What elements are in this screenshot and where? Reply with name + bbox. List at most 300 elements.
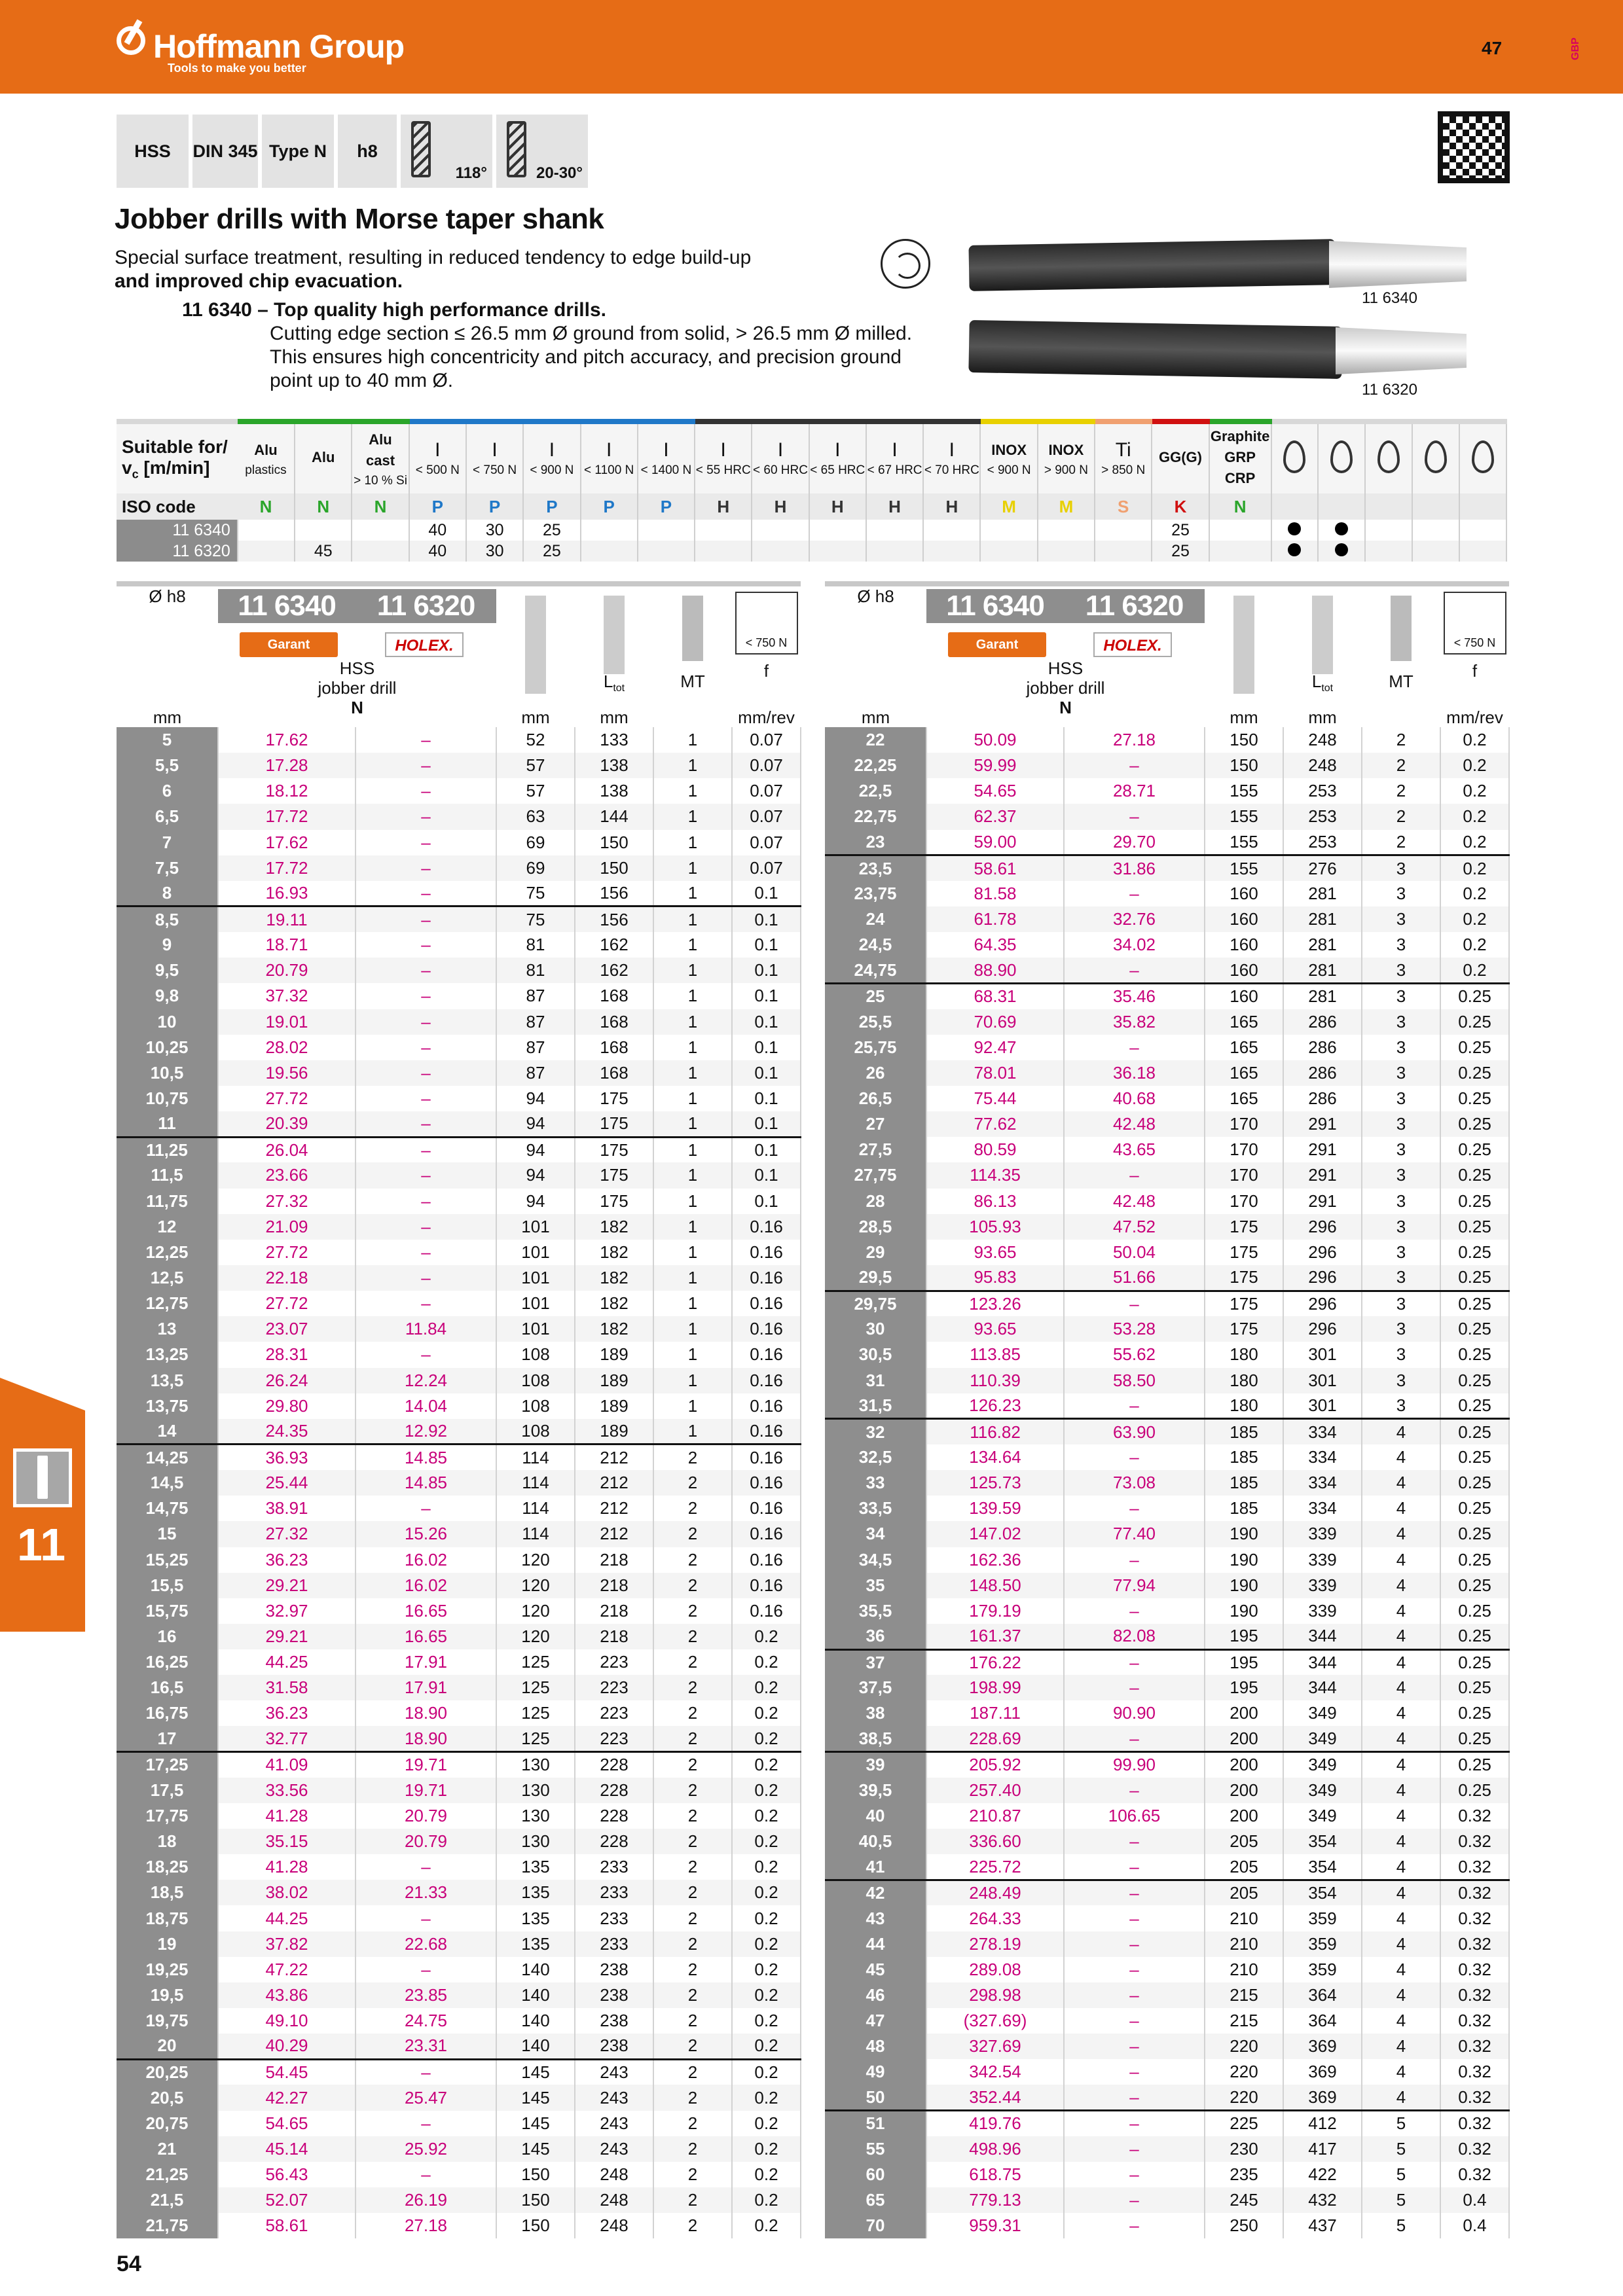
table-row[interactable] — [117, 2111, 801, 2136]
table-row[interactable] — [825, 932, 1509, 958]
price-11-6340[interactable]: 41.28 — [218, 1854, 356, 1880]
price-11-6320[interactable]: – — [1064, 2111, 1205, 2136]
price-11-6320[interactable]: – — [1064, 1393, 1205, 1419]
table-row[interactable] — [825, 1496, 1509, 1521]
price-11-6320[interactable]: 27.18 — [356, 2213, 496, 2238]
table-row[interactable] — [825, 727, 1509, 753]
table-row[interactable] — [825, 906, 1509, 932]
table-row[interactable] — [117, 1521, 801, 1547]
table-row[interactable] — [117, 1368, 801, 1393]
table-row[interactable] — [117, 2136, 801, 2162]
price-11-6340[interactable]: 93.65 — [926, 1316, 1064, 1342]
table-row[interactable] — [825, 1035, 1509, 1060]
table-row[interactable] — [117, 1752, 801, 1778]
table-row[interactable] — [117, 1265, 801, 1291]
price-11-6320[interactable]: 16.02 — [356, 1573, 496, 1598]
table-row[interactable] — [825, 2136, 1509, 2162]
table-row[interactable] — [117, 1905, 801, 1931]
price-11-6340[interactable]: 126.23 — [926, 1393, 1064, 1419]
price-11-6320[interactable]: 16.02 — [356, 1547, 496, 1573]
table-row[interactable] — [117, 1060, 801, 1086]
price-11-6320[interactable]: – — [1064, 753, 1205, 778]
price-11-6320[interactable]: – — [356, 778, 496, 804]
price-11-6320[interactable]: 16.65 — [356, 1624, 496, 1649]
article-11-6320[interactable]: 11 6320 — [356, 589, 496, 623]
price-11-6340[interactable]: 20.39 — [218, 1111, 356, 1137]
price-11-6340[interactable]: 77.62 — [926, 1111, 1064, 1137]
price-11-6320[interactable]: 51.66 — [1064, 1265, 1205, 1291]
table-row[interactable] — [825, 1444, 1509, 1470]
price-11-6320[interactable]: – — [356, 727, 496, 753]
table-row[interactable] — [825, 881, 1509, 906]
price-11-6340[interactable]: 179.19 — [926, 1598, 1064, 1624]
price-11-6320[interactable]: 99.90 — [1064, 1752, 1205, 1778]
price-11-6320[interactable]: – — [356, 1111, 496, 1137]
table-row[interactable] — [825, 1957, 1509, 1982]
price-11-6340[interactable]: 298.98 — [926, 1982, 1064, 2008]
price-11-6320[interactable]: 12.24 — [356, 1368, 496, 1393]
price-11-6320[interactable]: – — [356, 881, 496, 906]
article-11-6340[interactable]: 11 6340 — [926, 589, 1064, 623]
price-11-6340[interactable]: 187.11 — [926, 1700, 1064, 1726]
table-row[interactable] — [117, 983, 801, 1009]
price-11-6340[interactable]: 44.25 — [218, 1649, 356, 1675]
price-11-6340[interactable]: 27.72 — [218, 1086, 356, 1111]
price-11-6340[interactable]: 38.91 — [218, 1496, 356, 1521]
table-row[interactable] — [825, 1086, 1509, 1111]
price-11-6320[interactable]: – — [356, 958, 496, 983]
price-11-6340[interactable]: 959.31 — [926, 2213, 1064, 2238]
table-row[interactable] — [117, 2059, 801, 2085]
table-row[interactable] — [117, 2162, 801, 2187]
price-11-6340[interactable]: 161.37 — [926, 1624, 1064, 1649]
price-11-6340[interactable]: 62.37 — [926, 804, 1064, 829]
price-11-6340[interactable]: 32.77 — [218, 1726, 356, 1751]
price-11-6340[interactable]: 18.12 — [218, 778, 356, 804]
table-row[interactable] — [117, 1547, 801, 1573]
table-row[interactable] — [825, 1265, 1509, 1291]
table-row[interactable] — [825, 1726, 1509, 1751]
table-row[interactable] — [825, 1521, 1509, 1547]
price-11-6320[interactable]: – — [356, 983, 496, 1009]
price-11-6340[interactable]: 29.21 — [218, 1573, 356, 1598]
price-11-6340[interactable]: 498.96 — [926, 2136, 1064, 2162]
table-row[interactable] — [825, 1905, 1509, 1931]
price-11-6340[interactable]: 27.72 — [218, 1240, 356, 1265]
price-11-6320[interactable]: – — [356, 1035, 496, 1060]
table-row[interactable] — [117, 1291, 801, 1316]
price-11-6340[interactable]: 16.93 — [218, 881, 356, 906]
price-11-6320[interactable]: 43.65 — [1064, 1137, 1205, 1162]
price-11-6320[interactable]: 50.04 — [1064, 1240, 1205, 1265]
table-row[interactable] — [825, 2059, 1509, 2085]
price-11-6340[interactable]: 289.08 — [926, 1957, 1064, 1982]
table-row[interactable] — [117, 2187, 801, 2213]
price-11-6320[interactable]: – — [1064, 2136, 1205, 2162]
price-11-6320[interactable]: – — [356, 1957, 496, 1982]
price-11-6340[interactable]: 27.32 — [218, 1521, 356, 1547]
article-11-6320[interactable]: 11 6320 — [1064, 589, 1205, 623]
table-row[interactable] — [825, 1982, 1509, 2008]
table-row[interactable] — [825, 1393, 1509, 1419]
table-row[interactable] — [117, 1957, 801, 1982]
price-11-6340[interactable]: 44.25 — [218, 1905, 356, 1931]
price-11-6320[interactable]: – — [356, 1496, 496, 1521]
table-row[interactable] — [825, 1214, 1509, 1240]
table-row[interactable] — [117, 1035, 801, 1060]
price-11-6320[interactable]: – — [1064, 2085, 1205, 2110]
price-11-6340[interactable]: 28.02 — [218, 1035, 356, 1060]
price-11-6320[interactable]: 55.62 — [1064, 1342, 1205, 1367]
price-11-6340[interactable]: 33.56 — [218, 1778, 356, 1803]
table-row[interactable] — [117, 1137, 801, 1162]
price-11-6340[interactable]: 37.32 — [218, 983, 356, 1009]
price-11-6340[interactable]: 36.23 — [218, 1700, 356, 1726]
price-11-6320[interactable]: 35.82 — [1064, 1009, 1205, 1035]
table-row[interactable] — [825, 855, 1509, 881]
table-row[interactable] — [825, 1111, 1509, 1137]
price-11-6320[interactable]: – — [1064, 1035, 1205, 1060]
table-row[interactable] — [825, 804, 1509, 829]
price-11-6320[interactable]: 20.79 — [356, 1829, 496, 1854]
table-row[interactable] — [825, 2213, 1509, 2238]
price-11-6320[interactable]: – — [1064, 1931, 1205, 1957]
price-11-6320[interactable]: – — [356, 1162, 496, 1188]
price-11-6340[interactable]: 26.04 — [218, 1137, 356, 1162]
price-11-6320[interactable]: – — [1064, 1829, 1205, 1854]
table-row[interactable] — [117, 1496, 801, 1521]
price-11-6320[interactable]: 58.50 — [1064, 1368, 1205, 1393]
price-11-6340[interactable]: 779.13 — [926, 2187, 1064, 2213]
price-11-6340[interactable]: 95.83 — [926, 1265, 1064, 1291]
price-11-6340[interactable]: 27.32 — [218, 1189, 356, 1214]
price-11-6320[interactable]: – — [1064, 1598, 1205, 1624]
price-11-6320[interactable]: 73.08 — [1064, 1470, 1205, 1496]
price-11-6320[interactable]: – — [1064, 1880, 1205, 1905]
price-11-6340[interactable]: 50.09 — [926, 727, 1064, 753]
price-11-6320[interactable]: 32.76 — [1064, 906, 1205, 932]
price-11-6320[interactable]: 18.90 — [356, 1700, 496, 1726]
price-11-6320[interactable]: – — [356, 2059, 496, 2085]
price-11-6340[interactable]: 20.79 — [218, 958, 356, 983]
price-11-6340[interactable]: 336.60 — [926, 1829, 1064, 1854]
price-11-6340[interactable]: 210.87 — [926, 1803, 1064, 1829]
price-11-6320[interactable]: – — [356, 1137, 496, 1162]
price-11-6340[interactable]: 327.69 — [926, 2034, 1064, 2059]
table-row[interactable] — [117, 1598, 801, 1624]
price-11-6320[interactable]: 26.19 — [356, 2187, 496, 2213]
price-11-6320[interactable]: 14.04 — [356, 1393, 496, 1419]
price-11-6340[interactable]: 19.11 — [218, 906, 356, 932]
table-row[interactable] — [117, 1726, 801, 1751]
price-11-6320[interactable]: 77.40 — [1064, 1521, 1205, 1547]
price-11-6320[interactable]: – — [1064, 1854, 1205, 1880]
price-11-6320[interactable]: 19.71 — [356, 1752, 496, 1778]
price-11-6340[interactable]: 205.92 — [926, 1752, 1064, 1778]
table-row[interactable] — [117, 1624, 801, 1649]
table-row[interactable] — [117, 1316, 801, 1342]
price-11-6340[interactable]: 58.61 — [218, 2213, 356, 2238]
table-row[interactable] — [117, 2085, 801, 2110]
price-11-6340[interactable]: 37.82 — [218, 1931, 356, 1957]
table-row[interactable] — [117, 2213, 801, 2238]
price-11-6320[interactable]: – — [1064, 2162, 1205, 2187]
price-11-6320[interactable]: – — [356, 1342, 496, 1367]
table-row[interactable] — [825, 1419, 1509, 1444]
price-11-6340[interactable]: 41.09 — [218, 1752, 356, 1778]
price-11-6340[interactable]: 36.93 — [218, 1444, 356, 1470]
price-11-6340[interactable]: 92.47 — [926, 1035, 1064, 1060]
price-11-6340[interactable]: 23.66 — [218, 1162, 356, 1188]
table-row[interactable] — [825, 1829, 1509, 1854]
price-11-6320[interactable]: 53.28 — [1064, 1316, 1205, 1342]
table-row[interactable] — [117, 932, 801, 958]
table-row[interactable] — [117, 1829, 801, 1854]
price-11-6320[interactable]: 14.85 — [356, 1444, 496, 1470]
price-11-6320[interactable]: 12.92 — [356, 1419, 496, 1444]
table-row[interactable] — [825, 1137, 1509, 1162]
price-11-6320[interactable]: 42.48 — [1064, 1189, 1205, 1214]
price-11-6320[interactable]: – — [356, 1291, 496, 1316]
table-row[interactable] — [825, 1598, 1509, 1624]
price-11-6320[interactable]: 21.33 — [356, 1880, 496, 1905]
price-11-6320[interactable]: – — [356, 1240, 496, 1265]
price-11-6340[interactable]: 52.07 — [218, 2187, 356, 2213]
price-11-6340[interactable]: 93.65 — [926, 1240, 1064, 1265]
table-row[interactable] — [117, 1700, 801, 1726]
price-11-6340[interactable]: 27.72 — [218, 1291, 356, 1316]
table-row[interactable] — [825, 830, 1509, 855]
price-11-6320[interactable]: – — [1064, 1778, 1205, 1803]
price-11-6320[interactable]: – — [356, 855, 496, 881]
price-11-6340[interactable]: 198.99 — [926, 1675, 1064, 1700]
price-11-6340[interactable]: 19.01 — [218, 1009, 356, 1035]
table-row[interactable] — [117, 881, 801, 906]
price-11-6340[interactable]: 54.65 — [926, 778, 1064, 804]
price-11-6320[interactable]: – — [1064, 1649, 1205, 1675]
price-11-6320[interactable]: – — [356, 1009, 496, 1035]
table-row[interactable] — [117, 1419, 801, 1444]
price-11-6340[interactable]: 22.18 — [218, 1265, 356, 1291]
price-11-6320[interactable]: – — [1064, 2034, 1205, 2059]
price-11-6340[interactable]: 352.44 — [926, 2085, 1064, 2110]
table-row[interactable] — [117, 906, 801, 932]
qr-code-icon[interactable] — [1438, 111, 1510, 183]
price-11-6340[interactable]: 43.86 — [218, 1982, 356, 2008]
table-row[interactable] — [117, 958, 801, 983]
table-row[interactable] — [825, 1649, 1509, 1675]
table-row[interactable] — [825, 1675, 1509, 1700]
price-11-6340[interactable]: 24.35 — [218, 1419, 356, 1444]
price-11-6340[interactable]: 225.72 — [926, 1854, 1064, 1880]
price-11-6340[interactable]: 419.76 — [926, 2111, 1064, 2136]
price-11-6320[interactable]: – — [356, 1214, 496, 1240]
price-11-6320[interactable]: – — [1064, 1905, 1205, 1931]
price-11-6340[interactable]: 342.54 — [926, 2059, 1064, 2085]
price-11-6320[interactable]: 15.26 — [356, 1521, 496, 1547]
table-row[interactable] — [117, 1009, 801, 1035]
price-11-6320[interactable]: 18.90 — [356, 1726, 496, 1751]
price-11-6340[interactable]: 41.28 — [218, 1803, 356, 1829]
price-11-6340[interactable]: 17.62 — [218, 830, 356, 855]
price-11-6340[interactable]: 264.33 — [926, 1905, 1064, 1931]
table-row[interactable] — [117, 1880, 801, 1905]
table-row[interactable] — [117, 1854, 801, 1880]
table-row[interactable] — [117, 1189, 801, 1214]
price-11-6320[interactable]: – — [1064, 2008, 1205, 2034]
table-row[interactable] — [825, 1342, 1509, 1367]
table-row[interactable] — [825, 2034, 1509, 2059]
price-11-6320[interactable]: 36.18 — [1064, 1060, 1205, 1086]
table-row[interactable] — [825, 1240, 1509, 1265]
price-11-6320[interactable]: – — [1064, 1496, 1205, 1521]
price-11-6320[interactable]: – — [356, 2111, 496, 2136]
table-row[interactable] — [117, 1470, 801, 1496]
table-row[interactable] — [825, 1189, 1509, 1214]
table-row[interactable] — [117, 830, 801, 855]
price-11-6340[interactable]: 105.93 — [926, 1214, 1064, 1240]
price-11-6340[interactable]: 70.69 — [926, 1009, 1064, 1035]
price-11-6340[interactable]: 21.09 — [218, 1214, 356, 1240]
price-11-6340[interactable]: 58.61 — [926, 855, 1064, 881]
table-row[interactable] — [825, 1316, 1509, 1342]
price-11-6320[interactable]: 63.90 — [1064, 1419, 1205, 1444]
table-row[interactable] — [825, 1573, 1509, 1598]
price-11-6340[interactable]: 59.00 — [926, 830, 1064, 855]
price-11-6320[interactable]: – — [1064, 2059, 1205, 2085]
price-11-6320[interactable]: 19.71 — [356, 1778, 496, 1803]
price-11-6340[interactable]: 26.24 — [218, 1368, 356, 1393]
table-row[interactable] — [825, 1803, 1509, 1829]
price-11-6320[interactable]: 25.47 — [356, 2085, 496, 2110]
price-11-6320[interactable]: – — [1064, 2187, 1205, 2213]
price-11-6320[interactable]: – — [356, 1189, 496, 1214]
table-row[interactable] — [825, 1752, 1509, 1778]
table-row[interactable] — [117, 1240, 801, 1265]
price-11-6340[interactable]: 45.14 — [218, 2136, 356, 2162]
price-11-6340[interactable]: 75.44 — [926, 1086, 1064, 1111]
table-row[interactable] — [825, 1547, 1509, 1573]
price-11-6320[interactable]: – — [1064, 1162, 1205, 1188]
price-11-6340[interactable]: 116.82 — [926, 1419, 1064, 1444]
price-11-6340[interactable]: 61.78 — [926, 906, 1064, 932]
price-11-6320[interactable]: – — [356, 1265, 496, 1291]
price-11-6340[interactable]: 162.36 — [926, 1547, 1064, 1573]
price-11-6320[interactable]: 17.91 — [356, 1675, 496, 1700]
price-11-6340[interactable]: 147.02 — [926, 1521, 1064, 1547]
price-11-6320[interactable]: – — [1064, 2213, 1205, 2238]
price-11-6320[interactable]: – — [356, 830, 496, 855]
price-11-6340[interactable]: 23.07 — [218, 1316, 356, 1342]
table-row[interactable] — [117, 1982, 801, 2008]
price-11-6320[interactable]: – — [1064, 1726, 1205, 1751]
table-row[interactable] — [117, 855, 801, 881]
price-11-6340[interactable]: 176.22 — [926, 1649, 1064, 1675]
price-11-6320[interactable]: 16.65 — [356, 1598, 496, 1624]
table-row[interactable] — [825, 1470, 1509, 1496]
table-row[interactable] — [825, 1060, 1509, 1086]
price-11-6340[interactable]: 35.15 — [218, 1829, 356, 1854]
price-11-6340[interactable]: 80.59 — [926, 1137, 1064, 1162]
table-row[interactable] — [825, 983, 1509, 1009]
table-row[interactable] — [825, 2187, 1509, 2213]
price-11-6340[interactable]: 123.26 — [926, 1291, 1064, 1316]
table-row[interactable] — [117, 804, 801, 829]
table-row[interactable] — [825, 2162, 1509, 2187]
price-11-6320[interactable]: – — [1064, 1675, 1205, 1700]
price-11-6320[interactable]: 31.86 — [1064, 855, 1205, 881]
price-11-6340[interactable]: 29.21 — [218, 1624, 356, 1649]
price-11-6340[interactable]: 32.97 — [218, 1598, 356, 1624]
table-row[interactable] — [825, 753, 1509, 778]
table-row[interactable] — [825, 1778, 1509, 1803]
price-11-6320[interactable]: – — [356, 753, 496, 778]
table-row[interactable] — [117, 1162, 801, 1188]
price-11-6340[interactable]: 139.59 — [926, 1496, 1064, 1521]
table-row[interactable] — [825, 1291, 1509, 1316]
table-row[interactable] — [117, 1111, 801, 1137]
price-11-6320[interactable]: 20.79 — [356, 1803, 496, 1829]
table-row[interactable] — [825, 1700, 1509, 1726]
price-11-6320[interactable]: – — [1064, 881, 1205, 906]
price-11-6340[interactable]: 59.99 — [926, 753, 1064, 778]
price-11-6320[interactable]: 23.31 — [356, 2034, 496, 2059]
price-11-6340[interactable]: 114.35 — [926, 1162, 1064, 1188]
price-11-6320[interactable]: – — [356, 932, 496, 958]
price-11-6320[interactable]: – — [1064, 1547, 1205, 1573]
article-11-6340[interactable]: 11 6340 — [218, 589, 356, 623]
table-row[interactable] — [117, 1393, 801, 1419]
table-row[interactable] — [117, 1931, 801, 1957]
price-11-6340[interactable]: 29.80 — [218, 1393, 356, 1419]
price-11-6340[interactable]: 49.10 — [218, 2008, 356, 2034]
table-row[interactable] — [117, 1573, 801, 1598]
price-11-6320[interactable]: 23.85 — [356, 1982, 496, 2008]
price-11-6320[interactable]: 24.75 — [356, 2008, 496, 2034]
price-11-6340[interactable]: 125.73 — [926, 1470, 1064, 1496]
table-row[interactable] — [117, 1649, 801, 1675]
price-11-6320[interactable]: 22.68 — [356, 1931, 496, 1957]
price-11-6320[interactable]: – — [356, 1086, 496, 1111]
price-11-6340[interactable]: 148.50 — [926, 1573, 1064, 1598]
price-11-6320[interactable]: – — [356, 2162, 496, 2187]
price-11-6340[interactable]: 81.58 — [926, 881, 1064, 906]
price-11-6320[interactable]: 106.65 — [1064, 1803, 1205, 1829]
price-11-6340[interactable]: 68.31 — [926, 983, 1064, 1009]
table-row[interactable] — [117, 778, 801, 804]
price-11-6320[interactable]: 77.94 — [1064, 1573, 1205, 1598]
price-11-6320[interactable]: – — [1064, 958, 1205, 983]
price-11-6340[interactable]: 31.58 — [218, 1675, 356, 1700]
price-11-6320[interactable]: 27.18 — [1064, 727, 1205, 753]
price-11-6320[interactable]: 17.91 — [356, 1649, 496, 1675]
table-row[interactable] — [117, 727, 801, 753]
price-11-6340[interactable]: 28.31 — [218, 1342, 356, 1367]
price-11-6320[interactable]: – — [356, 804, 496, 829]
table-row[interactable] — [825, 958, 1509, 983]
table-row[interactable] — [825, 2111, 1509, 2136]
price-11-6320[interactable]: 29.70 — [1064, 830, 1205, 855]
price-11-6340[interactable]: 618.75 — [926, 2162, 1064, 2187]
table-row[interactable] — [117, 2034, 801, 2059]
table-row[interactable] — [825, 1880, 1509, 1905]
price-11-6320[interactable]: 82.08 — [1064, 1624, 1205, 1649]
price-11-6320[interactable]: 47.52 — [1064, 1214, 1205, 1240]
price-11-6320[interactable]: – — [1064, 1982, 1205, 2008]
table-row[interactable] — [825, 1368, 1509, 1393]
price-11-6340[interactable]: 278.19 — [926, 1931, 1064, 1957]
price-11-6320[interactable]: 11.84 — [356, 1316, 496, 1342]
